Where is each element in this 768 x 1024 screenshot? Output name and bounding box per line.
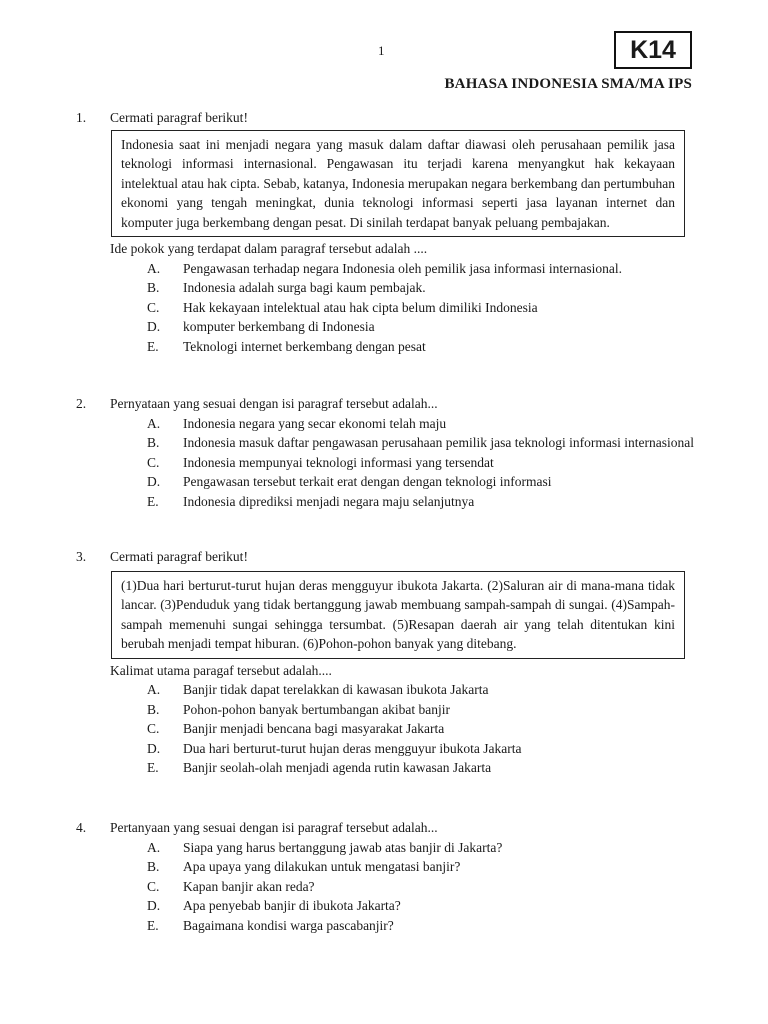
option-b[interactable]: [76, 433, 696, 453]
option-text: Indonesia adalah surga bagi kaum pembajak.: [183, 280, 426, 296]
option-d[interactable]: [76, 472, 696, 492]
option-list: [76, 838, 696, 936]
option-e[interactable]: [76, 916, 696, 936]
option-letter: C.: [147, 878, 160, 894]
question-number: 1.: [76, 110, 87, 125]
option-letter: A.: [147, 839, 161, 855]
question-number: 3.: [76, 549, 87, 564]
question-1: [76, 108, 696, 356]
question-2: [76, 394, 696, 511]
option-e[interactable]: [76, 492, 696, 512]
option-letter: E.: [147, 493, 159, 509]
option-c[interactable]: [76, 453, 696, 473]
option-b[interactable]: [76, 700, 696, 720]
option-b[interactable]: [76, 278, 696, 298]
question-stem: Kalimat utama paragaf tersebut adalah....: [110, 662, 332, 678]
code-badge: K14: [614, 31, 692, 69]
option-letter: C.: [147, 299, 160, 315]
option-letter: D.: [147, 474, 161, 489]
option-text: Pengawasan tersebut terkait erat dengan dengan teknologi informasi: [183, 474, 552, 489]
option-a[interactable]: [76, 680, 696, 700]
option-list: [76, 414, 696, 512]
option-a[interactable]: [76, 414, 696, 434]
question-number: 4.: [76, 820, 87, 835]
option-c[interactable]: [76, 298, 696, 318]
option-text: Indonesia masuk daftar pengawasan perusahaan pemilik jasa teknologi informasi internasional: [183, 435, 694, 450]
question-3: [76, 547, 696, 778]
subject-title: BAHASA INDONESIA SMA/MA IPS: [444, 76, 692, 92]
paragraph-box: (1)Dua hari berturut-turut hujan deras mengguyur ibukota Jakarta. (2)Saluran air di mana-mana tidak lancar. (3)Penduduk yang tidak bertanggung jawab membuang sampah-sampah di sungai. (4)Sampah-sampah memenuhi sungai sehingga tersumbat. (5)Resapan daerah air yang telah ditentukan kini berubah menjadi tempat hiburan. (6)Pohon-pohon banyak yang ditebang.: [111, 571, 685, 659]
option-letter: B.: [147, 859, 160, 874]
option-letter: D.: [147, 898, 161, 913]
option-text: Teknologi internet berkembang dengan pesat: [183, 338, 426, 354]
option-letter: E.: [147, 917, 159, 933]
option-text: Kapan banjir akan reda?: [183, 878, 315, 894]
question-instruction: Pertanyaan yang sesuai dengan isi paragraf tersebut adalah...: [110, 820, 438, 835]
option-text: Apa penyebab banjir di ibukota Jakarta?: [183, 898, 401, 913]
option-text: Banjir seolah-olah menjadi agenda rutin kawasan Jakarta: [183, 760, 492, 776]
option-letter: E.: [147, 760, 159, 776]
option-letter: B.: [147, 701, 160, 717]
option-letter: D.: [147, 740, 161, 756]
option-letter: B.: [147, 435, 160, 450]
option-text: Bagaimana kondisi warga pascabanjir?: [183, 917, 394, 933]
option-b[interactable]: [76, 857, 696, 877]
paragraph-box: Indonesia saat ini menjadi negara yang masuk dalam daftar diawasi oleh perusahaan pemilik jasa teknologi informasi internasional. Pengawasan itu terjadi karena menyangkut hak kekayaan intelektual atau hak cipta. Sebab, katanya, Indonesia merupakan negara berkembang dan pertumbuhan ekonomi yang tengah meningkat, dunia teknologi informasi seperti jasa layanan internet dan komputer juga berkembang dengan pesat. Di sinilah terdapat banyak peluang pembajakan.: [111, 130, 685, 238]
option-text: Apa upaya yang dilakukan untuk mengatasi banjir?: [183, 859, 461, 874]
option-text: Banjir menjadi bencana bagi masyarakat Jakarta: [183, 721, 445, 737]
option-text: Indonesia mempunyai teknologi informasi yang tersendat: [183, 454, 494, 470]
question-number: 2.: [76, 396, 87, 411]
option-letter: D.: [147, 319, 161, 335]
option-c[interactable]: [76, 719, 696, 739]
option-text: Hak kekayaan intelektual atau hak cipta belum dimiliki Indonesia: [183, 299, 538, 315]
option-a[interactable]: [76, 838, 696, 858]
option-text: Pohon-pohon banyak bertumbangan akibat banjir: [183, 701, 450, 717]
option-e[interactable]: [76, 337, 696, 357]
option-text: Indonesia negara yang secar ekonomi telah maju: [183, 415, 447, 431]
page-number: 1: [378, 43, 385, 58]
question-instruction: Cermati paragraf berikut!: [110, 549, 248, 564]
option-letter: C.: [147, 454, 160, 470]
option-a[interactable]: [76, 259, 696, 279]
question-stem: Ide pokok yang terdapat dalam paragraf tersebut adalah ....: [110, 241, 428, 257]
option-e[interactable]: [76, 758, 696, 778]
option-letter: E.: [147, 338, 159, 354]
question-4: [76, 818, 696, 935]
option-list: [76, 680, 696, 778]
option-text: Dua hari berturut-turut hujan deras mengguyur ibukota Jakarta: [183, 740, 522, 756]
option-text: Siapa yang harus bertanggung jawab atas banjir di Jakarta?: [183, 839, 503, 855]
question-instruction: Pernyataan yang sesuai dengan isi paragraf tersebut adalah...: [110, 396, 438, 411]
option-letter: A.: [147, 260, 161, 276]
option-d[interactable]: [76, 317, 696, 337]
question-instruction: Cermati paragraf berikut!: [110, 110, 248, 125]
option-letter: C.: [147, 721, 160, 737]
option-text: komputer berkembang di Indonesia: [183, 319, 375, 335]
option-letter: B.: [147, 280, 160, 296]
option-list: [76, 259, 696, 357]
option-text: Indonesia diprediksi menjadi negara maju selanjutnya: [183, 493, 475, 509]
option-d[interactable]: [76, 739, 696, 759]
option-text: Pengawasan terhadap negara Indonesia oleh pemilik jasa informasi internasional.: [183, 260, 622, 276]
option-text: Banjir tidak dapat terelakkan di kawasan ibukota Jakarta: [183, 682, 489, 698]
option-d[interactable]: [76, 896, 696, 916]
option-c[interactable]: [76, 877, 696, 897]
option-letter: A.: [147, 415, 161, 431]
option-letter: A.: [147, 682, 161, 698]
